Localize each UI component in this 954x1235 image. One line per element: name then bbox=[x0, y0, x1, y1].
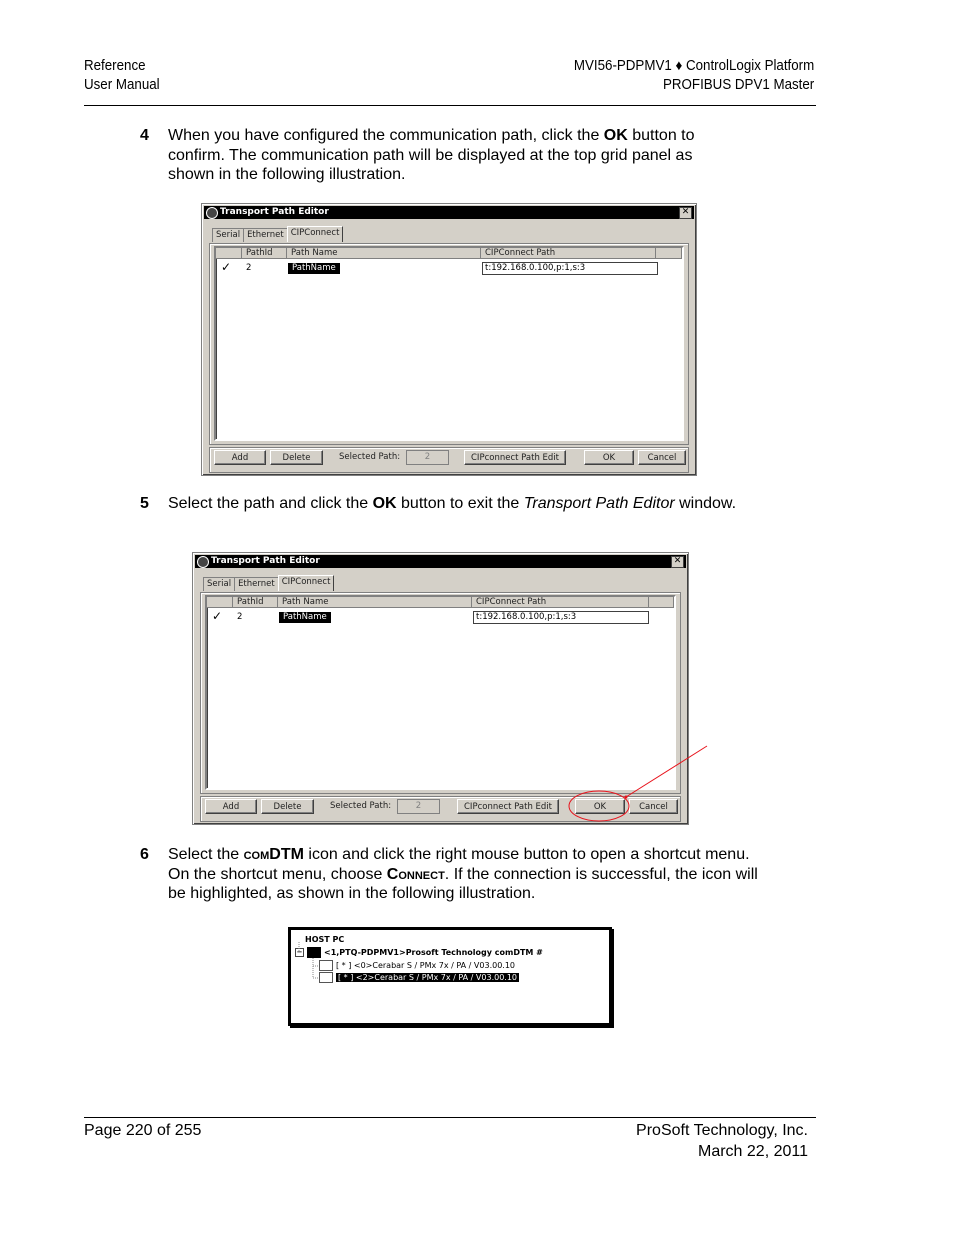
text-run: . If the connection is successful, the icon will be highlighted, as shown in the following illustration. bbox=[168, 865, 758, 902]
close-icon[interactable]: ✕ bbox=[671, 556, 684, 568]
footer-rule bbox=[84, 1117, 816, 1118]
cipconnect-path-edit-button[interactable]: CIPconnect Path Edit bbox=[464, 450, 566, 465]
header-protocol: PROFIBUS DPV1 Master bbox=[662, 77, 814, 93]
tab-ethernet[interactable]: Ethernet bbox=[243, 228, 288, 242]
selected-path-label: Selected Path: bbox=[339, 452, 401, 462]
grid-header-filler bbox=[656, 248, 682, 259]
tab-ethernet[interactable]: Ethernet bbox=[234, 577, 279, 591]
column-pathname[interactable]: Path Name bbox=[278, 597, 472, 608]
app-icon bbox=[206, 207, 218, 219]
tab-cipconnect[interactable]: CIPConnect bbox=[278, 575, 335, 591]
grid-corner bbox=[216, 248, 242, 259]
collapse-icon[interactable]: − bbox=[296, 948, 303, 956]
row-check-icon: ✓ bbox=[212, 609, 223, 623]
dialog-title: Transport Path Editor bbox=[211, 556, 320, 566]
header-product: MVI56-PDPMV1 ♦ ControlLogix Platform bbox=[573, 58, 814, 74]
row-pathid[interactable]: 2 bbox=[246, 263, 252, 273]
footer-right bbox=[636, 1120, 808, 1162]
tree-item-comdtm[interactable] bbox=[295, 947, 543, 958]
path-grid[interactable] bbox=[214, 246, 684, 441]
annotation-overlay bbox=[560, 740, 720, 830]
tree-item-device-2[interactable] bbox=[319, 972, 519, 983]
header-doc-type: User Manual bbox=[84, 77, 160, 93]
grid-header-filler bbox=[649, 597, 674, 608]
cancel-button[interactable]: Cancel bbox=[629, 799, 678, 814]
text-run: icon and click the right mouse button to open a shortcut menu. On the shortcut menu, choose bbox=[168, 846, 750, 883]
column-pathid[interactable]: PathId bbox=[242, 248, 287, 259]
row-pathname[interactable]: PathName bbox=[279, 612, 331, 623]
tree-item-device-0[interactable] bbox=[319, 960, 515, 971]
step-number: 6 bbox=[140, 846, 149, 863]
step-text bbox=[168, 126, 743, 185]
selected-path-field: 2 bbox=[397, 799, 440, 814]
dtm-tree-view bbox=[288, 927, 612, 1026]
tab-serial[interactable]: Serial bbox=[203, 577, 235, 591]
step-text bbox=[168, 494, 743, 514]
device-0-label: [ * ] <0>Cerabar S / PMx 7x / PA / V03.00.10 bbox=[336, 961, 516, 970]
row-cip-path[interactable]: t:192.168.0.100,p:1,s:3 bbox=[482, 262, 658, 275]
step-number: 4 bbox=[140, 127, 149, 144]
cipconnect-path-edit-button[interactable]: CIPconnect Path Edit bbox=[457, 799, 559, 814]
text-run: window. bbox=[674, 495, 737, 512]
page-number: Page 220 of 255 bbox=[84, 1122, 202, 1139]
add-button[interactable]: Add bbox=[214, 450, 266, 465]
column-pathname[interactable]: Path Name bbox=[287, 248, 481, 259]
row-pathid[interactable]: 2 bbox=[237, 612, 243, 622]
comdtm-label: <1,PTQ-PDPMV1>Prosoft Technology comDTM # bbox=[324, 948, 543, 957]
text-run: button to confirm. The communication path will be displayed at the top grid panel as shown in the following illustration. bbox=[168, 127, 695, 183]
ok-button[interactable]: OK bbox=[584, 450, 634, 465]
tab-cipconnect[interactable]: CIPConnect bbox=[287, 226, 344, 242]
selected-path-label: Selected Path: bbox=[330, 801, 392, 811]
step-text bbox=[168, 845, 768, 904]
selected-path-field: 2 bbox=[406, 450, 449, 465]
header-left bbox=[84, 57, 160, 95]
header-rule bbox=[84, 105, 816, 106]
dialog-title: Transport Path Editor bbox=[220, 207, 329, 217]
app-icon bbox=[197, 556, 209, 568]
ok-button[interactable]: OK bbox=[575, 799, 625, 814]
tab-serial[interactable]: Serial bbox=[212, 228, 244, 242]
transport-path-editor-dialog-1 bbox=[201, 203, 697, 476]
annotation-pointer-dot bbox=[625, 796, 628, 799]
text-run: When you have configured the communication path, click the bbox=[168, 127, 604, 144]
window-name: Transport Path Editor bbox=[523, 495, 675, 512]
row-check-icon: ✓ bbox=[221, 260, 232, 274]
dtm-term: DTM bbox=[269, 846, 304, 863]
text-run: Select the bbox=[168, 846, 244, 863]
column-cipconnect-path[interactable]: CIPConnect Path bbox=[472, 597, 649, 608]
ok-term: OK bbox=[603, 127, 628, 144]
text-run: Select the path and click the bbox=[168, 495, 373, 512]
grid-corner bbox=[207, 597, 233, 608]
delete-button[interactable]: Delete bbox=[261, 799, 314, 814]
footer-date: March 22, 2011 bbox=[698, 1143, 808, 1160]
com-term: com bbox=[243, 846, 270, 863]
tree-connector-lines bbox=[291, 930, 331, 990]
dialog-titlebar bbox=[204, 206, 694, 219]
annotation-pointer-line bbox=[626, 746, 707, 797]
device-2-label: [ * ] <2>Cerabar S / PMx 7x / PA / V03.00.10 bbox=[338, 973, 518, 982]
footer-company: ProSoft Technology, Inc. bbox=[636, 1122, 808, 1139]
delete-button[interactable]: Delete bbox=[270, 450, 323, 465]
ok-highlight-ellipse bbox=[569, 791, 629, 821]
tab-strip bbox=[212, 226, 342, 243]
step-number: 5 bbox=[140, 495, 149, 512]
tree-root-host-pc[interactable]: HOST PC bbox=[305, 935, 345, 944]
row-cip-path[interactable]: t:192.168.0.100,p:1,s:3 bbox=[473, 611, 649, 624]
cancel-button[interactable]: Cancel bbox=[638, 450, 686, 465]
text-run: button to exit the bbox=[396, 495, 524, 512]
header-right bbox=[574, 57, 814, 95]
tab-strip bbox=[203, 575, 333, 592]
row-pathname[interactable]: PathName bbox=[288, 263, 340, 274]
column-cipconnect-path[interactable]: CIPConnect Path bbox=[481, 248, 656, 259]
column-pathid[interactable]: PathId bbox=[233, 597, 278, 608]
connect-term: Connect bbox=[386, 865, 445, 883]
ok-term: OK bbox=[372, 495, 397, 512]
close-icon[interactable]: ✕ bbox=[679, 207, 692, 219]
dialog-titlebar bbox=[195, 555, 686, 568]
header-section: Reference bbox=[84, 58, 146, 74]
add-button[interactable]: Add bbox=[205, 799, 257, 814]
